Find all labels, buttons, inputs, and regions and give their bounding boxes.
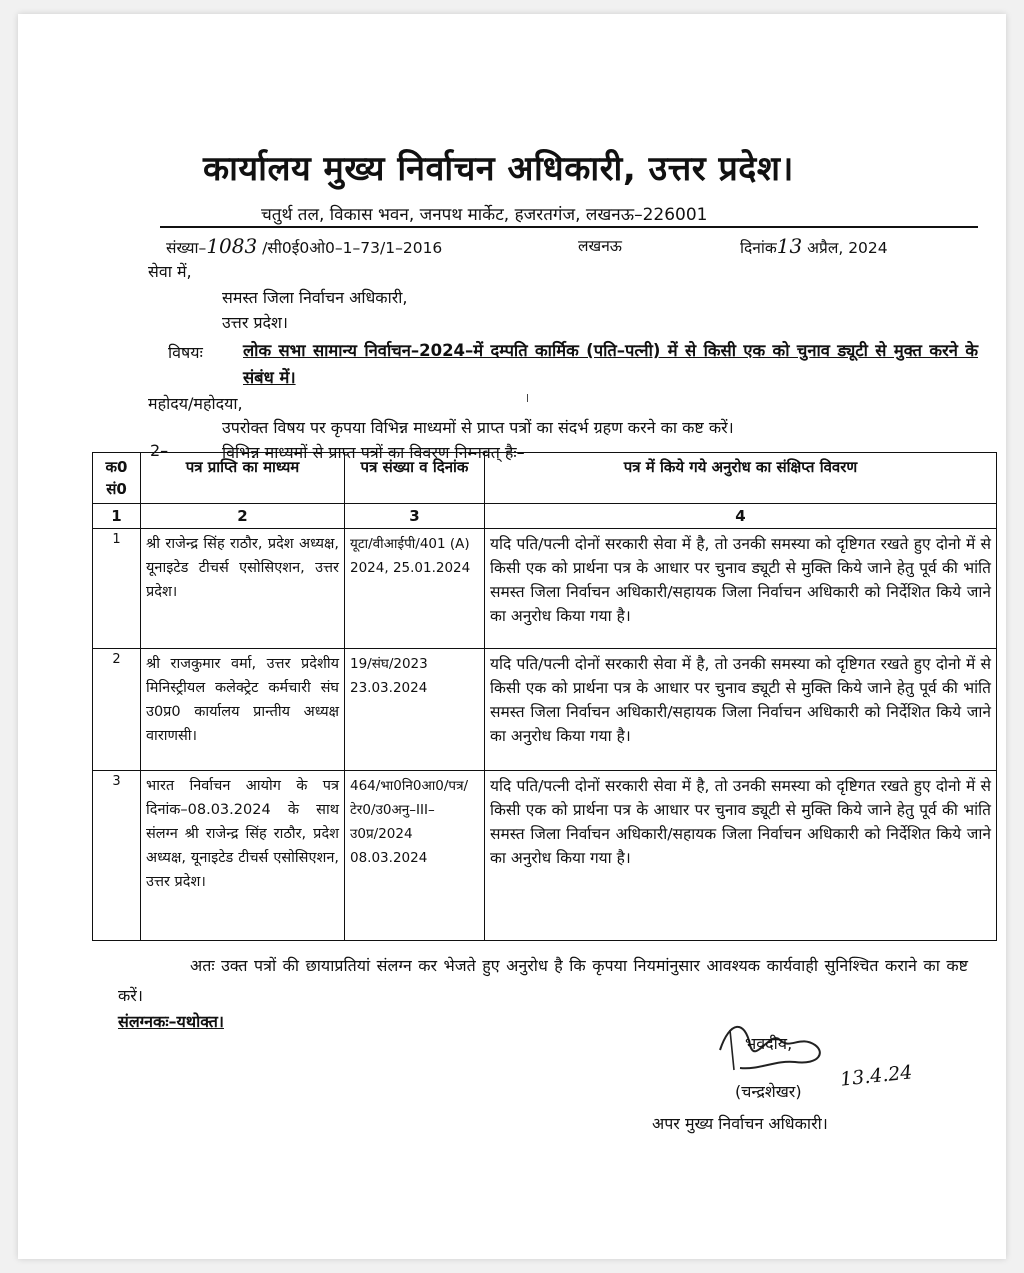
header-reference: पत्र संख्या व दिनांक [345,453,485,504]
recipient-line-2: उत्तर प्रदेश। [222,313,288,332]
signatory-designation: अपर मुख्य निर्वाचन अधिकारी। [652,1114,828,1133]
date-rest: अप्रैल, 2024 [807,239,888,257]
column-number: 1 [93,504,141,529]
handwritten-day: 13 [776,234,803,258]
letter-date [740,234,888,258]
office-address: चतुर्थ तल, विकास भवन, जनपथ मार्केट, हजरतगंज, लखनऊ–226001 [261,205,708,225]
table-row [93,649,997,771]
subject-label: विषयः [168,343,203,362]
reference-prefix: संख्या– [166,239,207,257]
date-label: दिनांक [740,239,777,257]
reference-number [166,234,442,258]
row-reference: 464/भा0नि0आ0/पत्र/टेर0/उ0अनु–III–उ0प्र/2024 08.03.2024 [345,771,485,941]
row-description: यदि पति/पत्नी दोनों सरकारी सेवा में है, तो उनकी समस्या को दृष्टिगत रखते हुए दोनो में से किसी एक को प्रार्थना पत्र के आधार पर चुनाव ड्यूटी से मुक्ति किये जाने हेतु पूर्व की भांति समस्त जिला निर्वाचन अधिकारी/सहायक जिला निर्वाचन अधिकारी को निर्देशित किये जाने का अनुरोध किया गया है। [485,529,997,649]
header-description: पत्र में किये गये अनुरोध का संक्षिप्त विवरण [485,453,997,504]
column-number: 4 [485,504,997,529]
stray-mark [527,394,528,402]
paragraph-1: उपरोक्त विषय पर कृपया विभिन्न माध्यमों से प्राप्त पत्रों का संदर्भ ग्रहण करने का कष्ट करें। [222,418,734,437]
header-divider [160,226,978,228]
row-reference: यूटा/वीआईपी/401 (A) 2024, 25.01.2024 [345,529,485,649]
row-reference: 19/संघ/2023 23.03.2024 [345,649,485,771]
row-medium: श्री राजेन्द्र सिंह राठौर, प्रदेश अध्यक्ष, यूनाइटेड टीचर्स एसोसिएशन, उत्तर प्रदेश। [141,529,345,649]
paragraph-2: विभिन्न माध्यमों से प्राप्त पत्रों का विवरण निम्नवत् हैः– [222,443,525,462]
recipient-line-1: समस्त जिला निर्वाचन अधिकारी, [222,288,408,307]
column-number-row [93,504,997,529]
row-serial: 2 [93,649,141,771]
office-title: कार्यालय मुख्य निर्वाचन अधिकारी, उत्तर प्रदेश। [203,149,794,189]
paragraph-2-number: 2– [150,441,169,460]
subject-text: लोक सभा सामान्य निर्वाचन–2024–में दम्पति कार्मिक (पति–पत्नी) में से किसी एक को चुनाव ड्यूटी से मुक्त करने के संबंध में। [243,341,978,387]
closing-paragraph: अतः उक्त पत्रों की छायाप्रतियां संलग्न कर भेजते हुए अनुरोध है कि कृपया नियमांनुसार आवश्यक कार्यवाही सुनिश्चित कराने का कष्ट करें। [118,956,968,1005]
file-number: /सी0ई0ओ0–1–73/1–2016 [262,239,443,257]
column-number: 3 [345,504,485,529]
enclosure-note: संलग्नकः–यथोक्त। [118,1012,224,1031]
table-row [93,771,997,941]
row-serial: 3 [93,771,141,941]
row-serial: 1 [93,529,141,649]
greeting: महोदय/महोदया, [148,394,243,413]
table-header-row [93,453,997,504]
table-row [93,529,997,649]
signatory-name: (चन्द्रशेखर) [735,1082,802,1101]
city: लखनऊ [578,237,622,255]
salutation-to: सेवा में, [148,262,192,281]
column-number: 2 [141,504,345,529]
row-description: यदि पति/पत्नी दोनों सरकारी सेवा में है, तो उनकी समस्या को दृष्टिगत रखते हुए दोनो में से किसी एक को प्रार्थना पत्र के आधार पर चुनाव ड्यूटी से मुक्ति किये जाने हेतु पूर्व की भांति समस्त जिला निर्वाचन अधिकारी/सहायक जिला निर्वाचन अधिकारी को निर्देशित किये जाने का अनुरोध किया गया है। [485,649,997,771]
letters-table [92,452,997,941]
row-medium: भारत निर्वाचन आयोग के पत्र दिनांक–08.03.2024 के साथ संलग्न श्री राजेन्द्र सिंह राठौर, प्रदेश अध्यक्ष, यूनाइटेड टीचर्स एसोसिएशन, उत्तर प्रदेश। [141,771,345,941]
row-medium: श्री राजकुमार वर्मा, उत्तर प्रदेशीय मिनिस्ट्रीयल कलेक्ट्रेट कर्मचारी संघ उ0प्र0 कार्यालय प्रान्तीय अध्यक्ष वाराणसी। [141,649,345,771]
row-description: यदि पति/पत्नी दोनों सरकारी सेवा में है, तो उनकी समस्या को दृष्टिगत रखते हुए दोनो में से किसी एक को प्रार्थना पत्र के आधार पर चुनाव ड्यूटी से मुक्ति किये जाने हेतु पूर्व की भांति समस्त जिला निर्वाचन अधिकारी/सहायक जिला निर्वाचन अधिकारी को निर्देशित किये जाने का अनुरोध किया गया है। [485,771,997,941]
handwritten-signature-date: 13.4.24 [839,1061,914,1091]
header-medium: पत्र प्राप्ति का माध्यम [141,453,345,504]
handwritten-letter-number: 1083 [206,234,258,258]
signature-closing: भवदीय, [745,1034,793,1053]
header-serial: क0 सं0 [93,453,141,504]
